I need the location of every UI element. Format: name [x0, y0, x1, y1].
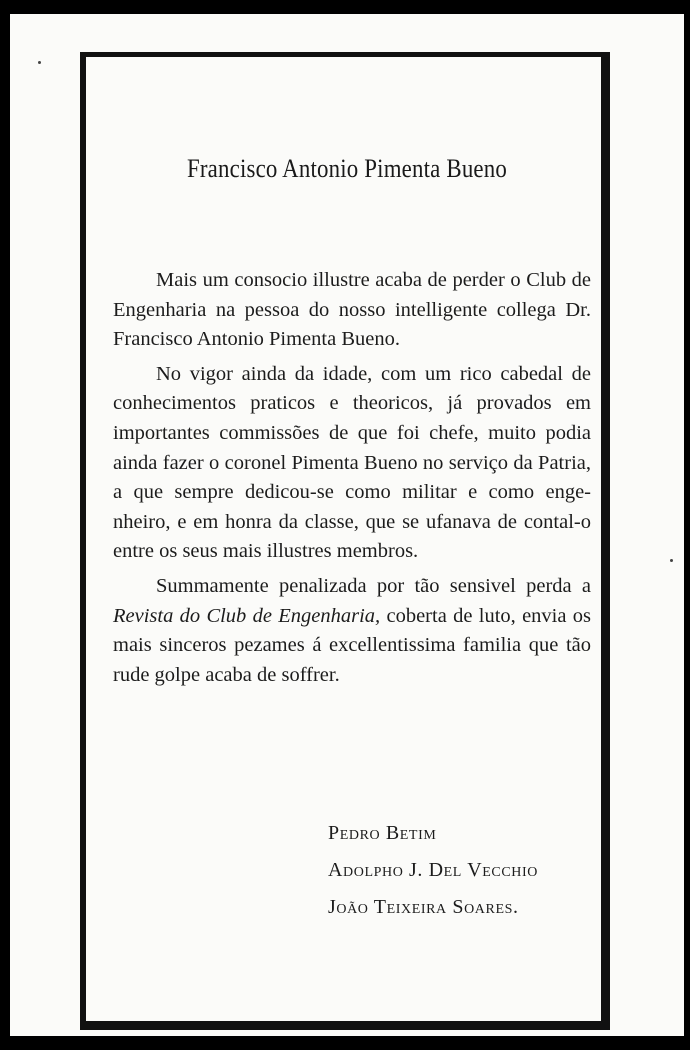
- print-speck: [38, 61, 41, 64]
- journal-name: Revista do Club de Engenharia,: [113, 604, 381, 627]
- signature-2: Adolpho J. Del Vecchio: [328, 859, 538, 881]
- paragraph-1: Mais um consocio illustre acaba de perder o Club de Engenharia na pessoa do nosso intelligente collega Dr. Francisco Antonio Pimenta Bueno.: [113, 269, 591, 351]
- print-speck: [670, 559, 673, 562]
- page-sheet: [10, 14, 684, 1036]
- obituary-text: [113, 266, 591, 690]
- signature-3: João Teixeira Soares.: [328, 896, 519, 918]
- paragraph-3-end: coberta de luto, envia os mais sinceros pezames á excellentissima familia que tão rude golpe acaba de soffrer.: [113, 604, 591, 686]
- signature-1: Pedro Betim: [328, 822, 437, 844]
- paragraph-2: No vigor ainda da idade, com um rico cabedal de conhecimentos praticos e theoricos, já provados em importantes commissões de que foi chefe, muito podia ainda fazer o coronel Pimenta Bueno no serviço da Patria, a que sempre dedicou-se como militar e como engenheiro, e em honra da classe, que se ufanava de contal-o entre os seus mais illustres membros.: [113, 362, 591, 563]
- paragraph-3-start: Summamente penalizada por tão sensivel perda a: [156, 574, 591, 597]
- paragraph-3: [113, 572, 591, 690]
- page-title: Francisco Antonio Pimenta Bueno: [186, 154, 508, 183]
